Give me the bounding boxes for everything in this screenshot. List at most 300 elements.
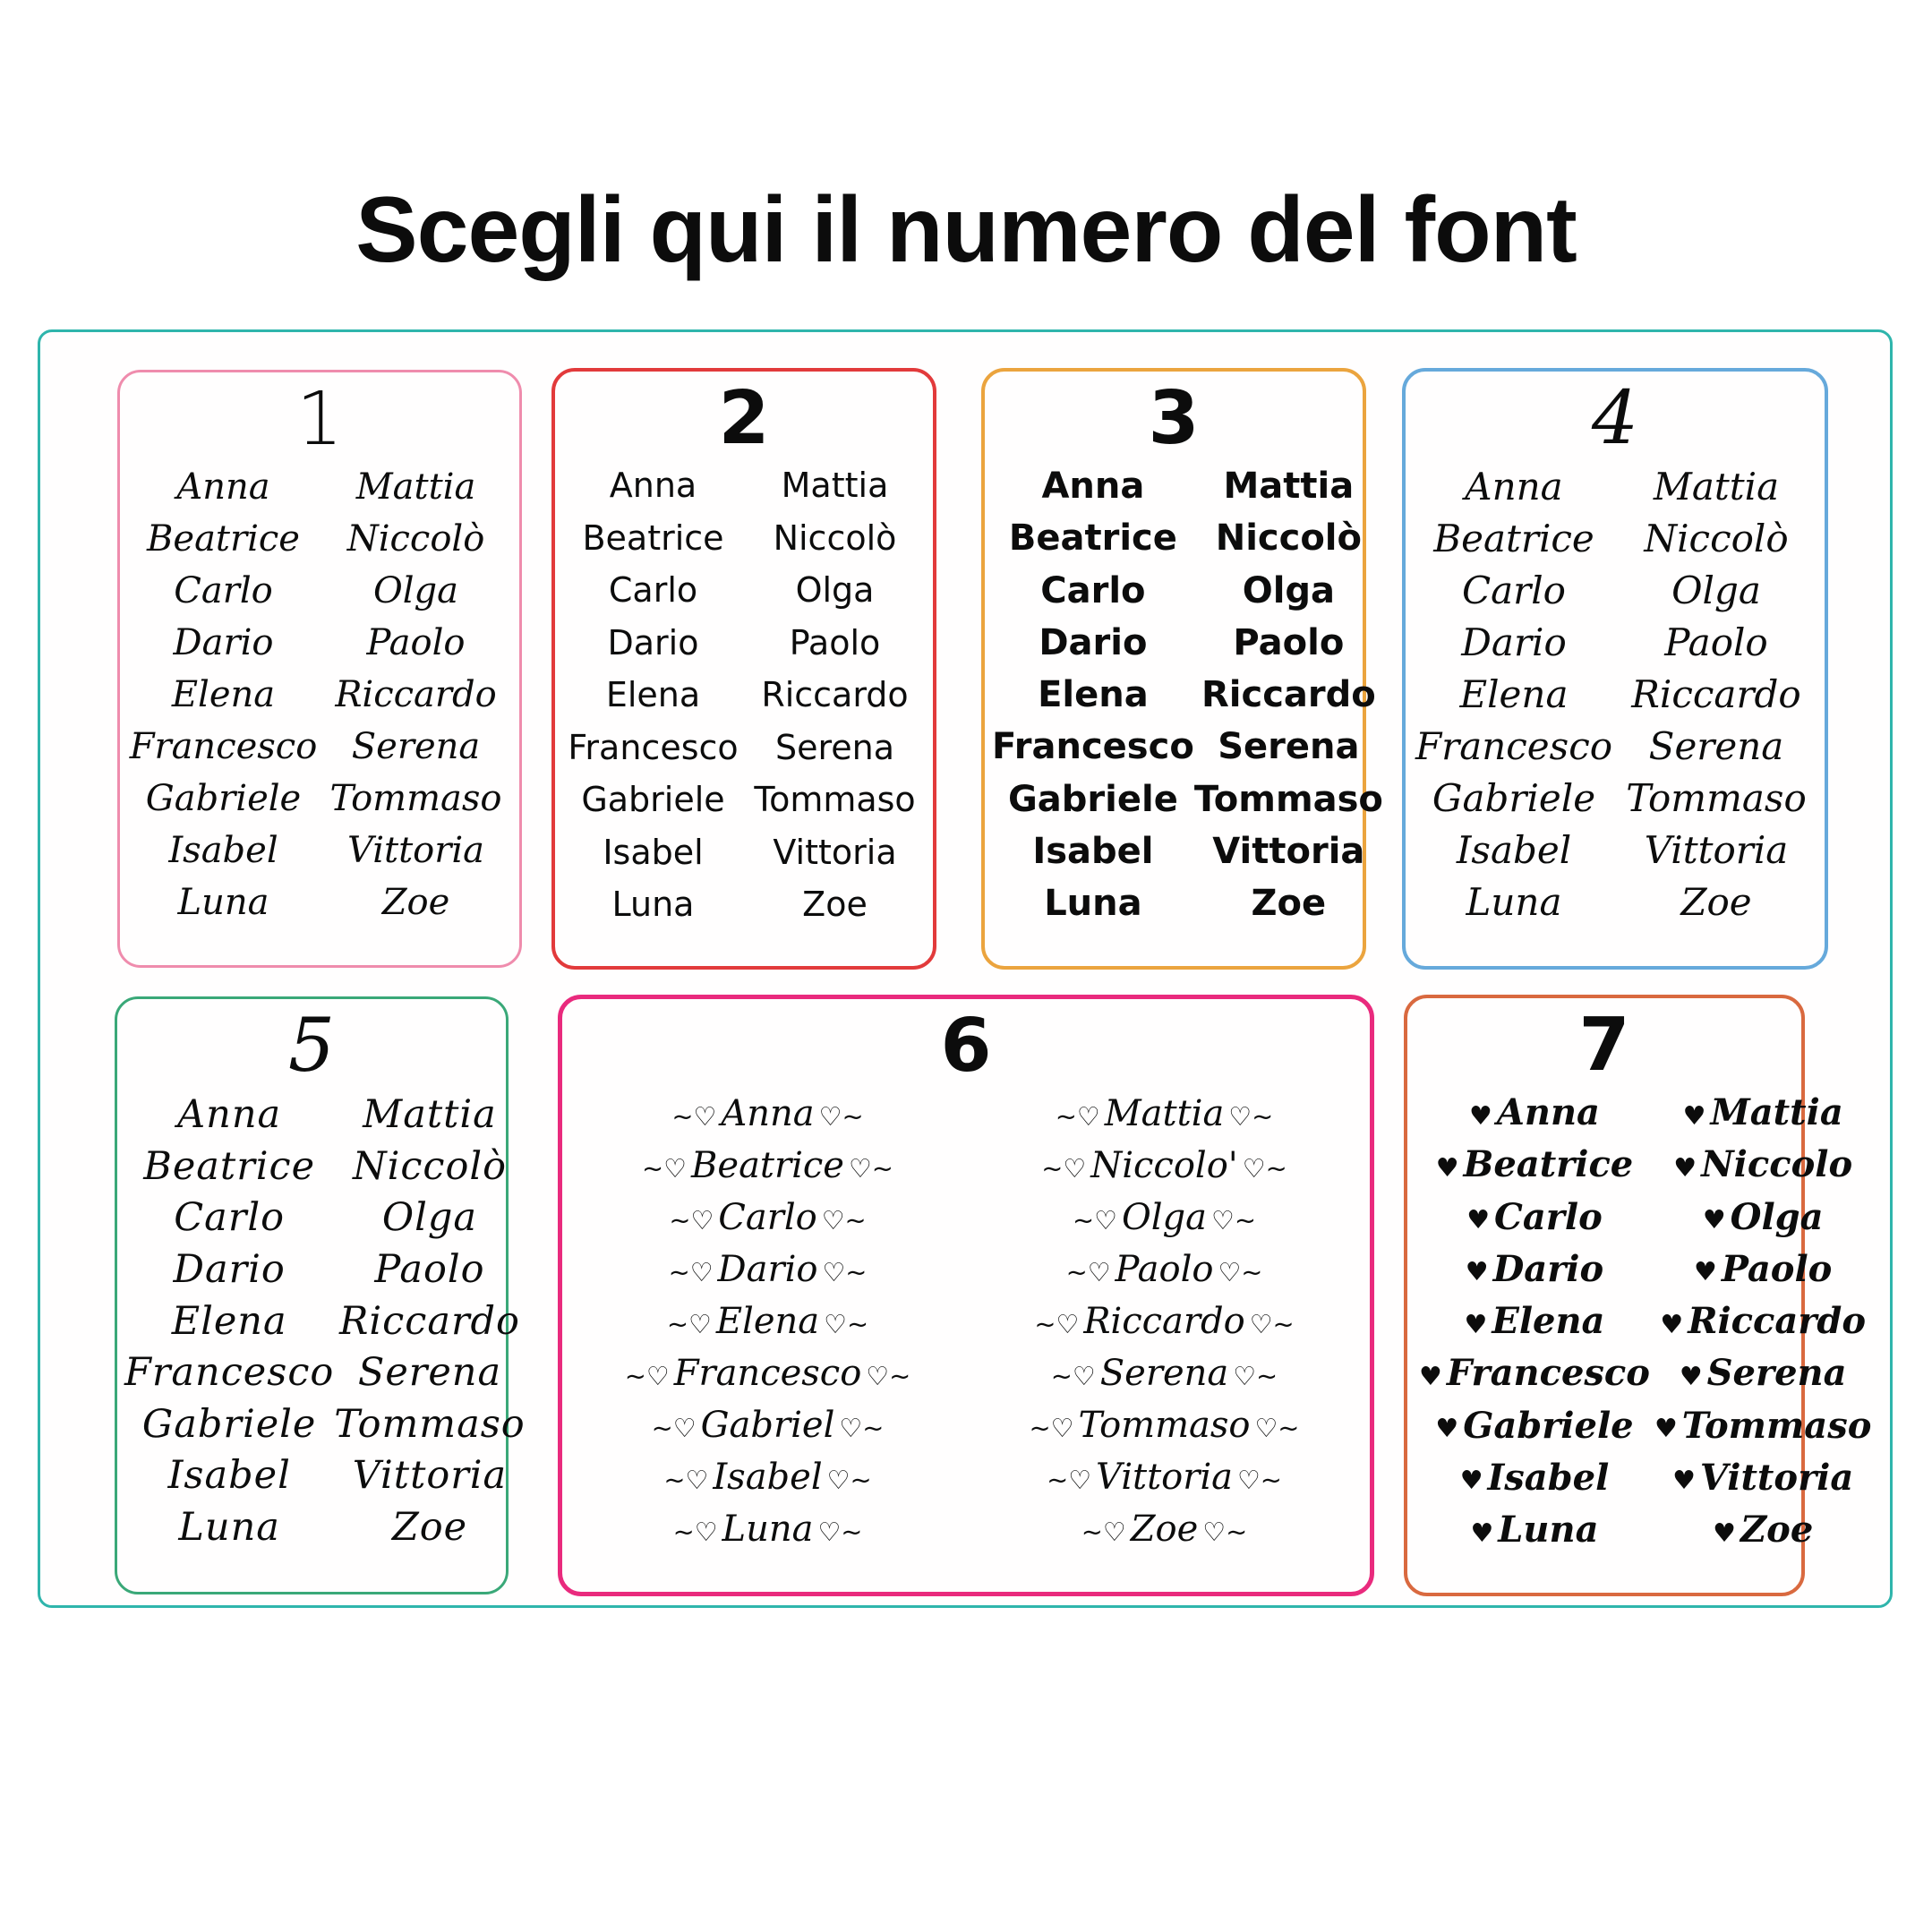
name-sample [124, 1505, 334, 1550]
name-text: Gabriele [581, 780, 725, 819]
name-sample [1650, 1300, 1871, 1342]
name-text: Carlo [608, 570, 698, 610]
name-text: Olga [1242, 569, 1336, 611]
names-grid [1407, 1091, 1872, 1571]
name-text: Luna [722, 1509, 814, 1550]
name-sample [562, 885, 744, 924]
name-sample [569, 1457, 966, 1498]
heart-flourish-left: ♥ [1672, 1465, 1696, 1496]
font-options-panel [38, 329, 1893, 1608]
name-text: Paolo [1721, 1247, 1833, 1290]
name-text: Isabel [1032, 830, 1154, 872]
name-text: Riccardo [1688, 1300, 1866, 1342]
name-sample [1650, 1404, 1872, 1447]
heart-flourish-left: ♥ [1682, 1099, 1706, 1131]
name-text: Olga [1121, 1197, 1208, 1238]
name-sample [569, 1301, 966, 1342]
font-number: 5 [287, 1004, 336, 1089]
name-sample [992, 778, 1194, 820]
name-text: Beatrice [1008, 517, 1177, 560]
heart-flourish-left: ♥ [1465, 1256, 1489, 1287]
name-text: Luna [1466, 880, 1562, 924]
name-text: Zoe [1130, 1509, 1199, 1550]
name-sample [124, 1350, 335, 1396]
name-sample [127, 726, 320, 767]
name-sample [744, 780, 926, 819]
name-sample [1415, 1509, 1650, 1551]
name-text: Vittoria [773, 832, 897, 872]
font-number: 2 [718, 376, 770, 461]
heart-flourish-left: ~♡ [671, 1100, 717, 1132]
name-text: Vittoria [1644, 828, 1789, 872]
name-sample [334, 1505, 525, 1550]
name-text: Anna [721, 1093, 815, 1134]
heart-flourish-left: ♥ [1673, 1151, 1697, 1183]
name-sample [124, 1195, 334, 1241]
name-text: Beatrice [143, 1143, 316, 1189]
name-text: Paolo [1664, 620, 1768, 664]
heart-flourish-left: ~♡ [1050, 1360, 1096, 1391]
name-sample [569, 1145, 966, 1186]
name-text: Luna [177, 882, 269, 923]
heart-flourish-right: ♡~ [818, 1100, 864, 1132]
heart-flourish-left: ~♡ [1029, 1412, 1074, 1443]
name-text: Gabriele [1463, 1404, 1634, 1447]
name-text: Luna [178, 1505, 280, 1550]
name-text: Elena [171, 674, 276, 715]
name-text: Dario [1492, 1247, 1604, 1290]
name-text: Isabel [1456, 828, 1572, 872]
font-option-box [558, 995, 1374, 1596]
name-text: Anna [1496, 1091, 1600, 1133]
name-text: Olga [1671, 568, 1761, 612]
name-sample [1650, 1456, 1871, 1499]
name-text: Isabel [713, 1457, 823, 1498]
name-text: Beatrice [1433, 517, 1594, 560]
heart-flourish-left: ♥ [1702, 1204, 1726, 1235]
name-sample [1413, 465, 1615, 509]
name-text: Zoe [802, 885, 868, 924]
name-text: Carlo [1462, 568, 1566, 612]
name-sample [1615, 672, 1817, 716]
name-text: Zoe [391, 1505, 468, 1550]
font-number: 4 [1591, 376, 1639, 461]
names-grid [562, 1092, 1370, 1570]
heart-flourish-left: ~♡ [1065, 1256, 1111, 1287]
name-sample [124, 1298, 334, 1344]
name-text: Beatrice [147, 518, 300, 560]
name-sample [334, 1195, 525, 1241]
heart-flourish-right: ♡~ [1233, 1360, 1278, 1391]
heart-flourish-right: ♡~ [1211, 1204, 1256, 1235]
font-option-box [1404, 995, 1872, 1596]
name-sample [127, 570, 320, 611]
heart-flourish-right: ♡~ [821, 1204, 867, 1235]
name-sample [569, 1249, 966, 1290]
name-sample [334, 1350, 525, 1396]
name-sample [562, 675, 744, 714]
name-sample [1415, 1091, 1650, 1133]
font-number: 6 [940, 1004, 992, 1089]
name-sample [1650, 1509, 1871, 1551]
name-text: Serena [1648, 724, 1784, 768]
name-sample [744, 517, 926, 558]
name-text: Dario [607, 622, 699, 663]
name-text: Carlo [718, 1197, 817, 1238]
name-sample [1194, 883, 1383, 924]
heart-flourish-left: ~♡ [1034, 1308, 1080, 1339]
heart-flourish-right: ♡~ [1249, 1308, 1295, 1339]
heart-flourish-right: ♡~ [1218, 1256, 1263, 1287]
heart-flourish-left: ~♡ [666, 1308, 712, 1339]
name-sample [1650, 1247, 1871, 1290]
name-text: Niccolò [773, 517, 897, 558]
name-text: Isabel [1487, 1456, 1610, 1499]
name-text: Niccolò [1644, 517, 1789, 560]
name-sample [1650, 1352, 1871, 1395]
name-sample [1415, 1195, 1650, 1238]
name-sample [334, 1298, 525, 1344]
name-sample [1415, 1352, 1650, 1395]
name-sample [320, 622, 512, 663]
name-text: Niccolò [346, 518, 485, 560]
name-text: Serena [351, 726, 481, 767]
name-sample [124, 1453, 334, 1499]
name-text: Niccolò [1215, 517, 1362, 560]
name-text: Dario [173, 622, 274, 663]
name-sample [1615, 620, 1817, 664]
name-text: Olga [795, 570, 875, 610]
name-sample [124, 1143, 334, 1189]
name-sample [1415, 1404, 1650, 1447]
names-grid [985, 465, 1383, 945]
name-sample [320, 882, 512, 923]
name-sample [334, 1246, 525, 1292]
name-sample [744, 885, 926, 924]
name-sample [562, 570, 744, 610]
name-text: Zoe [1251, 883, 1327, 924]
name-sample [966, 1197, 1363, 1238]
name-sample [320, 830, 512, 871]
heart-flourish-left: ♥ [1466, 1204, 1491, 1235]
name-text: Francesco [992, 726, 1194, 768]
name-text: Riccardo [1631, 672, 1801, 716]
name-sample [320, 778, 512, 819]
name-sample [1413, 776, 1615, 820]
name-sample [127, 830, 320, 871]
name-sample [992, 517, 1194, 560]
name-sample [562, 517, 744, 558]
name-sample [1413, 724, 1615, 768]
name-text: Mattia [1653, 465, 1780, 509]
heart-flourish-left: ~♡ [642, 1152, 687, 1184]
name-sample [1413, 672, 1615, 716]
name-sample [1193, 778, 1383, 820]
name-sample [1615, 776, 1817, 820]
name-sample [744, 727, 926, 767]
name-sample [569, 1509, 966, 1550]
names-grid [1406, 465, 1825, 945]
name-sample [744, 675, 926, 714]
heart-flourish-right: ♡~ [1254, 1412, 1300, 1443]
name-text: Carlo [174, 570, 273, 611]
names-grid [555, 465, 933, 945]
name-text: Riccardo [1083, 1301, 1245, 1342]
name-text: Riccardo [335, 674, 497, 715]
name-text: Elena [1459, 672, 1569, 716]
name-text: Elena [605, 675, 701, 714]
heart-flourish-left: ~♡ [651, 1412, 697, 1443]
name-sample [320, 466, 512, 508]
name-text: Francesco [568, 727, 739, 767]
heart-flourish-right: ♡~ [817, 1516, 863, 1547]
name-text: Elena [171, 1298, 287, 1344]
names-grid [120, 466, 519, 944]
name-sample [966, 1509, 1363, 1550]
name-sample [334, 1453, 525, 1499]
heart-flourish-left: ♥ [1713, 1517, 1736, 1548]
name-text: Mattia [1223, 466, 1355, 507]
name-sample [562, 832, 744, 872]
font-number: 3 [1148, 376, 1200, 461]
name-sample [562, 622, 744, 663]
name-sample [1615, 465, 1817, 509]
name-text: Gabriele [145, 778, 302, 819]
name-text: Tommaso [1078, 1405, 1251, 1446]
font-number: 1 [295, 377, 344, 462]
name-text: Vittoria [1096, 1457, 1233, 1498]
name-text: Anna [177, 1092, 282, 1137]
name-text: Beatrice [1463, 1143, 1634, 1186]
name-sample [124, 1401, 334, 1447]
name-sample [966, 1301, 1363, 1342]
name-text: Francesco [124, 1350, 335, 1396]
name-text: Zoe [1680, 880, 1752, 924]
name-text: Tommaso [334, 1401, 526, 1447]
name-sample [966, 1145, 1363, 1186]
name-sample [992, 569, 1194, 611]
name-text: Riccardo [761, 675, 909, 714]
name-text: Gabriele [1007, 778, 1178, 820]
font-option-box [115, 996, 526, 1594]
name-text: Olga [372, 570, 459, 611]
name-sample [569, 1353, 966, 1394]
name-text: Carlo [1494, 1195, 1603, 1238]
heart-flourish-left: ~♡ [1073, 1204, 1117, 1235]
font-option-box [117, 370, 522, 968]
heart-flourish-left: ~♡ [1081, 1516, 1126, 1547]
name-text: Vittoria [352, 1453, 508, 1499]
name-sample [127, 466, 320, 508]
name-sample [1194, 517, 1383, 560]
name-text: Niccolò [352, 1143, 508, 1189]
name-text: Isabel [168, 830, 278, 871]
name-text: Serena [1099, 1353, 1229, 1394]
name-sample [320, 726, 512, 767]
name-text: Paolo [374, 1246, 485, 1292]
name-sample [1615, 724, 1817, 768]
heart-flourish-right: ♡~ [824, 1308, 869, 1339]
name-text: Paolo [366, 622, 466, 663]
name-sample [127, 882, 320, 923]
font-option-box [1402, 368, 1828, 970]
name-sample [966, 1249, 1363, 1290]
heart-flourish-left: ~♡ [1041, 1152, 1087, 1184]
name-text: Olga [1730, 1195, 1824, 1238]
name-sample [992, 466, 1194, 507]
name-text: Carlo [1040, 569, 1146, 611]
name-text: Francesco [129, 726, 318, 767]
heart-flourish-right: ♡~ [826, 1464, 872, 1495]
name-sample [992, 674, 1194, 715]
name-sample [1413, 517, 1615, 560]
name-sample [1415, 1456, 1650, 1499]
name-sample [569, 1093, 966, 1134]
name-text: Paolo [1233, 621, 1345, 663]
name-sample [320, 518, 512, 560]
name-sample [320, 674, 512, 715]
name-text: Vittoria [1699, 1456, 1854, 1499]
name-sample [992, 883, 1194, 924]
name-sample [569, 1197, 966, 1238]
name-text: Anna [1465, 465, 1563, 509]
heart-flourish-left: ♥ [1679, 1360, 1703, 1391]
name-sample [966, 1093, 1363, 1134]
heart-flourish-right: ♡~ [822, 1256, 868, 1287]
name-sample [1615, 517, 1817, 560]
name-text: Anna [609, 466, 697, 505]
name-sample [1415, 1143, 1650, 1186]
name-text: Vittoria [1212, 830, 1365, 872]
name-sample [744, 832, 926, 872]
font-option-box [551, 368, 936, 970]
name-text: Tommaso [1681, 1404, 1872, 1447]
name-text: Anna [176, 466, 270, 508]
name-text: Dario [717, 1249, 818, 1290]
heart-flourish-right: ♡~ [1228, 1100, 1274, 1132]
name-text: Serena [774, 727, 895, 767]
heart-flourish-left: ♥ [1464, 1308, 1488, 1339]
name-text: Niccolo' [1090, 1145, 1238, 1186]
name-sample [334, 1401, 526, 1447]
heart-flourish-right: ♡~ [866, 1360, 911, 1391]
name-sample [1413, 620, 1615, 664]
name-text: Dario [173, 1246, 286, 1292]
name-text: Anna [1041, 466, 1145, 507]
name-sample [124, 1246, 334, 1292]
name-sample [562, 780, 744, 819]
name-sample [992, 726, 1194, 768]
name-sample [1413, 828, 1615, 872]
name-text: Dario [1461, 620, 1567, 664]
name-sample [1415, 1300, 1650, 1342]
heart-flourish-left: ♥ [1654, 1413, 1678, 1444]
name-text: Isabel [603, 832, 704, 872]
heart-flourish-right: ♡~ [1202, 1516, 1248, 1547]
name-text: Isabel [167, 1453, 291, 1499]
name-sample [127, 778, 320, 819]
name-text: Mattia [781, 466, 889, 505]
name-sample [320, 570, 512, 611]
name-text: Tommaso [754, 780, 916, 819]
heart-flourish-left: ♥ [1435, 1151, 1459, 1183]
name-sample [562, 466, 744, 505]
name-sample [1413, 568, 1615, 612]
name-text: Francesco [1446, 1352, 1650, 1395]
name-text: Tommaso [329, 778, 502, 819]
name-sample [1194, 621, 1383, 663]
font-option-box [981, 368, 1383, 970]
name-sample [569, 1405, 966, 1446]
heart-flourish-left: ~♡ [1055, 1100, 1100, 1132]
heart-flourish-left: ~♡ [668, 1256, 714, 1287]
name-sample [1615, 880, 1817, 924]
heart-flourish-right: ♡~ [848, 1152, 893, 1184]
heart-flourish-left: ~♡ [672, 1516, 718, 1547]
name-text: Gabriele [1432, 776, 1596, 820]
name-text: Riccardo [339, 1298, 520, 1344]
name-sample [1650, 1091, 1871, 1133]
font-number: 7 [1578, 1003, 1630, 1088]
name-sample [744, 466, 926, 505]
heart-flourish-left: ~♡ [669, 1204, 714, 1235]
name-sample [1413, 880, 1615, 924]
name-text: Paolo [789, 622, 881, 663]
name-sample [127, 622, 320, 663]
name-text: Vittoria [347, 830, 484, 871]
heart-flourish-left: ♥ [1419, 1360, 1442, 1391]
name-sample [1615, 568, 1817, 612]
heart-flourish-right: ♡~ [1236, 1464, 1282, 1495]
name-sample [1194, 569, 1383, 611]
name-text: Elena [1038, 674, 1149, 715]
name-text: Niccolo [1701, 1143, 1853, 1186]
name-text: Francesco [673, 1353, 862, 1394]
name-text: Riccardo [1201, 674, 1376, 715]
name-text: Serena [1706, 1352, 1847, 1395]
name-sample [966, 1405, 1363, 1446]
name-text: Beatrice [582, 517, 724, 558]
name-sample [744, 622, 926, 663]
name-text: Mattia [355, 466, 476, 508]
name-sample [1615, 828, 1817, 872]
name-text: Tommaso [1626, 776, 1807, 820]
name-sample [1194, 674, 1383, 715]
name-text: Gabriel [700, 1405, 835, 1446]
name-sample [334, 1092, 525, 1137]
heart-flourish-right: ♡~ [839, 1412, 885, 1443]
name-sample [562, 727, 744, 767]
heart-flourish-left: ♥ [1694, 1256, 1717, 1287]
name-sample [992, 621, 1194, 663]
name-sample [127, 674, 320, 715]
name-sample [1650, 1195, 1871, 1238]
name-text: Paolo [1115, 1249, 1214, 1290]
names-grid [117, 1092, 526, 1570]
name-sample [127, 518, 320, 560]
name-text: Serena [1218, 726, 1360, 768]
name-text: Francesco [1415, 724, 1613, 768]
name-sample [1194, 466, 1383, 507]
heart-flourish-left: ♥ [1660, 1308, 1684, 1339]
heart-flourish-left: ~♡ [624, 1360, 670, 1391]
name-text: Luna [1498, 1509, 1599, 1551]
name-text: Mattia [363, 1092, 497, 1137]
name-text: Zoe [381, 882, 450, 923]
name-text: Tommaso [1193, 778, 1383, 820]
heart-flourish-left: ♥ [1435, 1413, 1459, 1444]
name-sample [1194, 830, 1383, 872]
